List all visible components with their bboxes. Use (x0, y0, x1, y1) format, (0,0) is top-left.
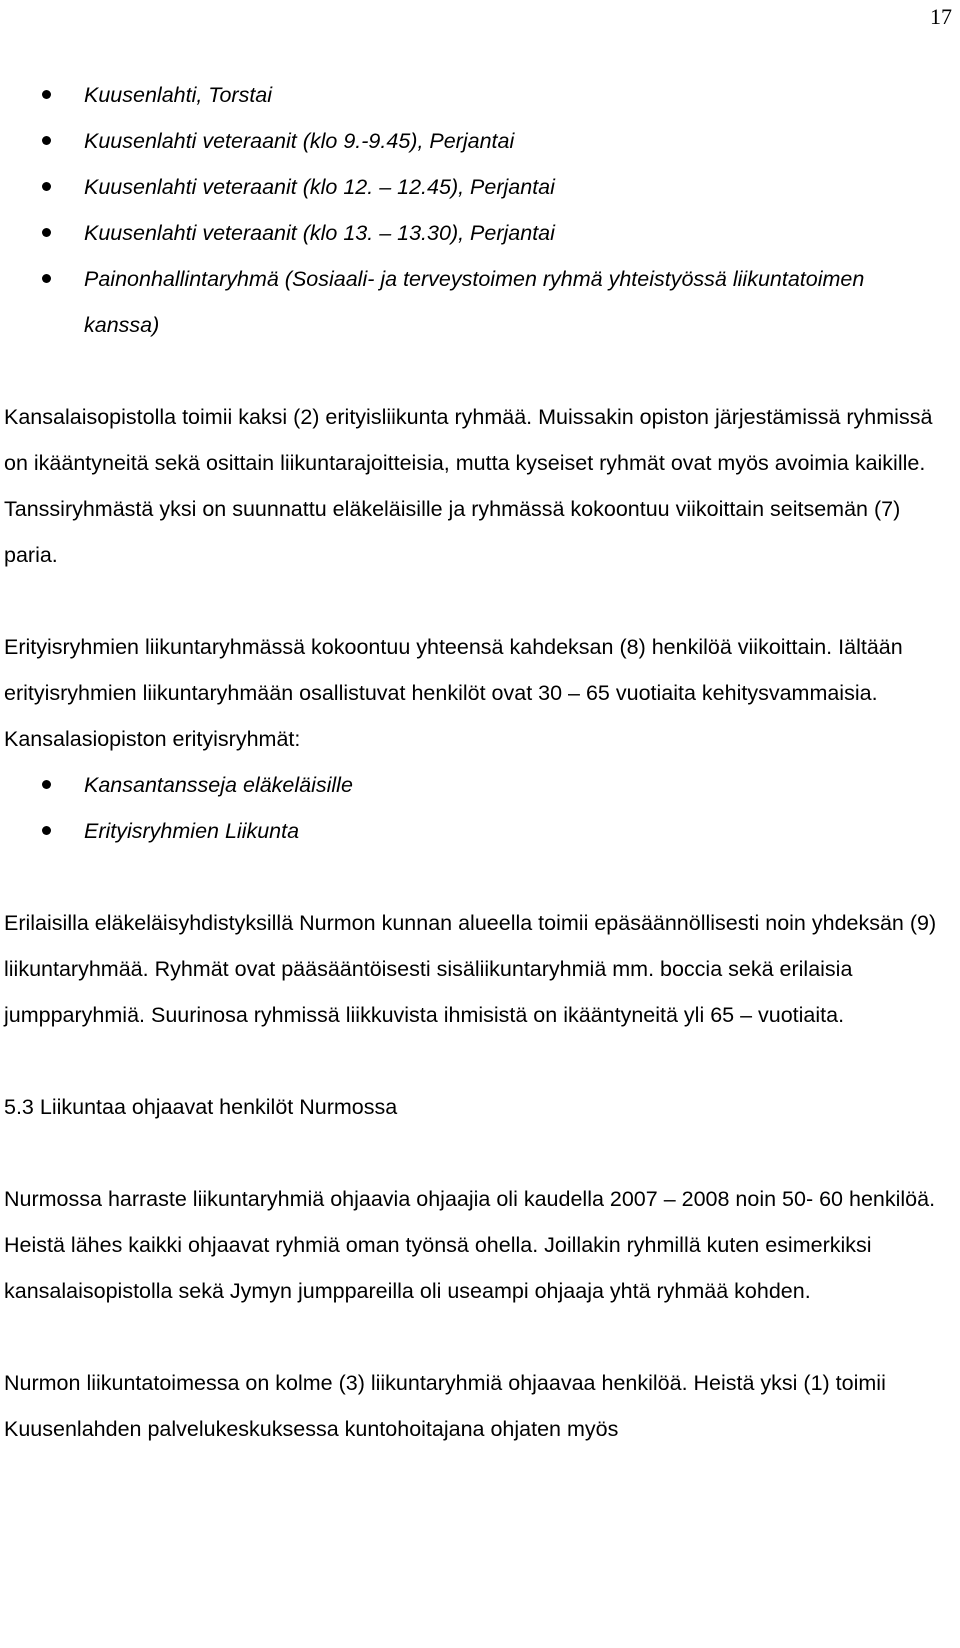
list-item: Kuusenlahti, Torstai (0, 72, 904, 118)
paragraph-ohjaajat: Nurmossa harraste liikuntaryhmiä ohjaavia ohjaajia oli kaudella 2007 – 2008 noin 50- 60 henkilöä. Heistä lähes kaikki ohjaavat ryhmiä oman työnsä ohella. Joillakin ryhmillä kuten esimerkiksi kansalaisopistolla sekä Jymyn jumppareilla oli useampi ohjaaja yhtä ryhmää kohden. (4, 1187, 936, 1303)
list-item: Kuusenlahti veteraanit (klo 13. – 13.30), Perjantai (0, 210, 904, 256)
list-item: Kuusenlahti veteraanit (klo 9.-9.45), Perjantai (0, 118, 904, 164)
section-heading: 5.3 Liikuntaa ohjaavat henkilöt Nurmossa (4, 1095, 398, 1119)
list-item: Kuusenlahti veteraanit (klo 12. – 12.45), Perjantai (0, 164, 904, 210)
document-body (0, 72, 960, 1452)
paragraph-erityisryhmat: Erityisryhmien liikuntaryhmässä kokoontuu yhteensä kahdeksan (8) henkilöä viikoittain. Iältään erityisryhmien liikuntaryhmään osallistuvat henkilöt ovat 30 – 65 vuotiaita kehitysvammaisia. (4, 635, 903, 705)
list-item: Kansantansseja eläkeläisille (0, 762, 904, 808)
paragraph-kansalaisopisto: Kansalaisopistolla toimii kaksi (2) erityisliikunta ryhmää. Muissakin opiston järjestämissä ryhmissä on ikääntyneitä sekä osittain liikuntarajoitteisia, mutta kyseiset ryhmät ovat myös avoimia kaikille. Tanssiryhmästä yksi on suunnattu eläkeläisille ja ryhmässä kokoontuu viikoittain seitsemän (7) paria. (4, 405, 933, 567)
list-item: Erityisryhmien Liikunta (0, 808, 904, 854)
list-item: Painonhallintaryhmä (Sosiaali- ja terveystoimen ryhmä yhteistyössä liikuntatoimen kanssa) (0, 256, 904, 348)
paragraph-elakelaisyhdistykset: Erilaisilla eläkeläisyhdistyksillä Nurmon kunnan alueella toimii epäsäännöllisesti noin yhdeksän (9) liikuntaryhmää. Ryhmät ovat pääsääntöisesti sisäliikuntaryhmiä mm. boccia sekä erilaisia jumpparyhmiä. Suurinosa ryhmissä liikkuvista ihmisistä on ikääntyneitä yli 65 – vuotiaita. (4, 911, 937, 1027)
paragraph-liikuntatoimi: Nurmon liikuntatoimessa on kolme (3) liikuntaryhmiä ohjaavaa henkilöä. Heistä yksi (1) toimii Kuusenlahden palvelukeskuksessa kuntohoitajana ohjaten myös (4, 1371, 886, 1441)
page-number: 17 (930, 4, 952, 29)
paragraph-list-intro: Kansalasiopiston erityisryhmät: (4, 727, 301, 751)
bullet-list-groups (0, 72, 960, 348)
bullet-list-special-groups (0, 762, 960, 854)
